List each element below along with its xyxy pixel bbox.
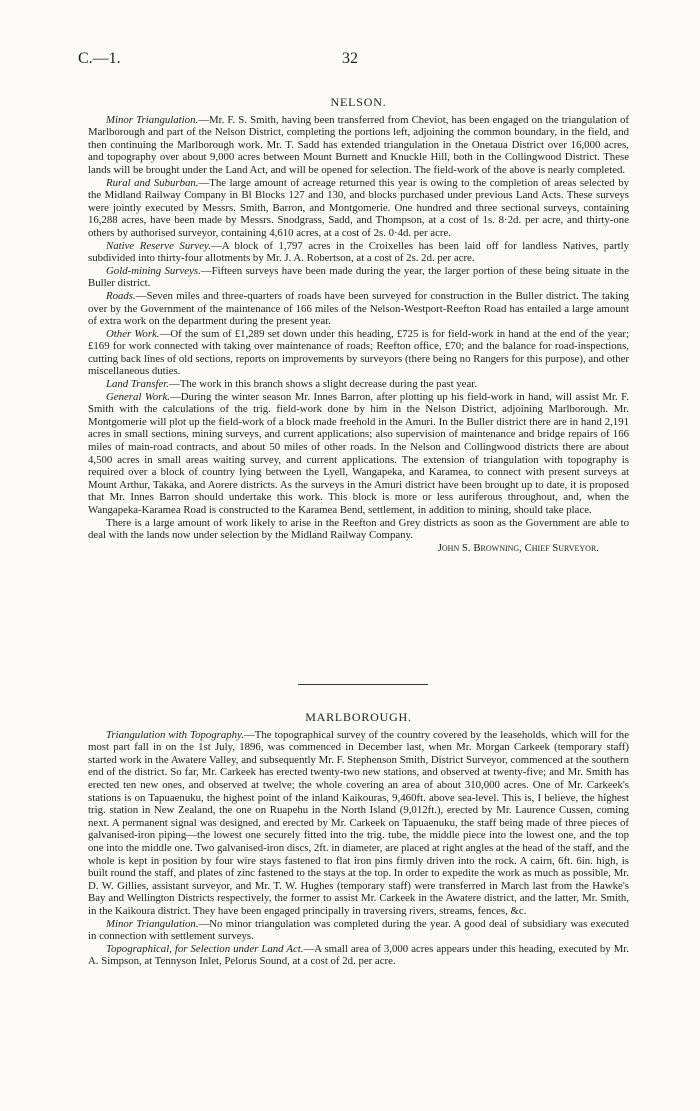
paragraph	[88, 391, 629, 517]
paragraph-text: —During the winter season Mr. Innes Barron, after plotting up his field-work in hand, will assist Mr. F. Smith with the calculations of the trig. field-work done by him in the Nelson District, adjoining Marlborough. Mr. Montgomerie will plot up the field-work of a block made freehold in the Amuri. In the Buller district there are in hand 2,191 acres in small sections, mining surveys, and current applications; also supervision of maintenance and bridge repairs of 166 miles of main-road contracts, and about 50 miles of other roads. In the Nelson and Collingwood districts there are about 4,500 acres in small areas waiting survey, and current applications. The extension of triangulation with topography is required over a block of country lying between the Lyell, Wangapeka, and Karamea, to connect with present surveys at Mount Arthur, Takaka, and Aorere districts. As the surveys in the Amuri district have been brought up to date, it is proposed that Mr. Innes Barron should undertake this work. This block is more or less auriferous throughout, and, when the Wangapeka-Karamea Road is constructed to the Karamea Bend, settlement, in addition to mining, should take place.	[88, 390, 629, 516]
signature: John S. Browning, Chief Surveyor.	[437, 541, 599, 554]
paragraph-text: —The large amount of acreage returned this year is owing to the completion of areas selected by the Midland Railway Company in Bl Blocks 127 and 130, and blocks purchased under previous Land Acts. These surveys were jointly executed by Messrs. Smith, Barron, and Montgomerie. One hundred and three sectional surveys, containing 16,288 acres, have been made by Messrs. Snodgrass, Sadd, and Thompson, at a cost of 1s. 8·2d. per acre, and thirty-one others by authorised surveyor, containing 4,610 acres, at a cost of 2s. 0·4d. per acre.	[88, 176, 629, 239]
paragraph	[88, 240, 629, 265]
paragraph-text: —Fifteen surveys have been made during the year, the larger portion of these being situate in the Buller district.	[88, 264, 629, 290]
paragraph-heading: Topographical, for Selection under Land Act.	[106, 942, 304, 955]
paragraph-heading: Minor Triangulation.	[106, 917, 199, 930]
paragraph-heading: Other Work.	[106, 327, 160, 340]
report-reference: C.—1.	[78, 50, 121, 67]
paragraph-heading: Land Transfer.	[106, 378, 170, 391]
paragraph	[88, 114, 629, 177]
paragraph-text: —No minor triangulation was completed during the year. A good deal of subsidiary was executed in connection with settlement surveys.	[88, 917, 629, 943]
paragraph-text: There is a large amount of work likely to arise in the Reefton and Grey districts as soon as the Government are able to deal with the lands now under selection by the Midland Railway Company.	[88, 516, 629, 542]
paragraph-text: —A small area of 3,000 acres appears under this heading, executed by Mr. A. Simpson, at Tennyson Inlet, Pelorus Sound, at a cost of 2d. per acre.	[88, 942, 630, 968]
paragraph	[88, 918, 629, 943]
paragraph	[88, 943, 629, 968]
section-title: NELSON.	[330, 95, 387, 109]
page-header	[78, 50, 622, 70]
paragraph-text: —A block of 1,797 acres in the Croixelles has been laid off for landless Natives, partly subdivided into thirty-four allotments by Mr. J. A. Robertson, at a cost of 2s. 2d. per acre.	[88, 239, 629, 265]
paragraph-text: —The work in this branch shows a slight decrease during the past year.	[169, 378, 477, 391]
paragraph	[88, 290, 629, 328]
paragraph-text: —Seven miles and three-quarters of roads have been surveyed for construction in the Buller district. The taking over by the Government of the maintenance of 166 miles of the Nelson-Westport-Reefton Road has entailed a large amount of extra work on the department during the present year.	[88, 289, 629, 328]
paragraph-heading: Rural and Suburban.	[106, 176, 199, 189]
paragraph	[88, 177, 629, 240]
page-number: 32	[342, 50, 358, 67]
marlborough-section	[88, 711, 629, 968]
paragraph-heading: Gold-mining Surveys.	[106, 264, 201, 277]
paragraph	[88, 265, 629, 290]
paragraph	[88, 378, 629, 391]
section-divider	[298, 684, 428, 685]
paragraph	[88, 517, 629, 542]
paragraph-heading: Native Reserve Survey.	[106, 239, 211, 252]
paragraph-heading: Roads.	[106, 289, 136, 302]
paragraph-heading: Triangulation with Topography.	[106, 728, 244, 741]
nelson-section	[88, 96, 629, 554]
paragraph-heading: Minor Triangulation.	[106, 113, 199, 126]
paragraph	[88, 328, 629, 378]
paragraph	[88, 729, 629, 918]
paragraph-heading: General Work.	[106, 390, 170, 403]
paragraph-text: —Mr. F. S. Smith, having been transferred from Cheviot, has been engaged on the triangulation of Marlborough and part of the Nelson District, completing the portions left, adjoining the common boundary, in the field, and then continuing the Marlborough work. Mr. T. Sadd has extended triangulation in the Onetaua District over 16,000 acres, and topography over about 9,000 acres between Mount Burnett and Knuckle Hill, both in the Collingwood District. These lands will be brought under the Land Act, and will be opened for selection. The field-work of the above is nearly completed.	[88, 113, 629, 176]
paragraph-text: —Of the sum of £1,289 set down under this heading, £725 is for field-work in hand at the end of the year; £169 for work connected with taking over maintenance of roads; Reefton office, £70; and the balance for road-inspections, cutting back lines of old sections, reports on improvements by surveyors (there being no Rangers for this purpose), and other miscellaneous duties.	[88, 327, 630, 378]
paragraph-text: —The topographical survey of the country covered by the leaseholds, which will for the most part fall in on the 1st July, 1896, was commenced in December last, when Mr. Morgan Carkeek (temporary staff) started work in the Awatere Valley, and subsequently Mr. F. Stephenson Smith, District Surveyor, commenced at the southern end of the district. So far, Mr. Carkeek has erected twenty-two new stations, and observed at twenty-five; and Mr. Smith has erected ten new ones, and observed at twelve; the whole covering an area of about 310,000 acres. One of Mr. Carkeek's stations is on Tapuaenuku, the highest point of the inland Kaikouras, 9,460ft. above sea-level. This is, I believe, the highest trig. station in New Zealand, the one on Ruapehu in the North Island (9,012ft.), erected by Mr. Laurence Cussen, coming next. A permanent signal was designed, and erected by Mr. Carkeek on Tapuaenuku, the staff being made of three pieces of galvanised-iron piping—the lowest one securely fitted into the trig. tube, the middle piece into the lowest one, and the top one into the middle one. Two galvanised-iron discs, 2ft. in diameter, are placed at right angles at the head of the staff, and the whole is kept in position by four wire stays fastened to flat iron pins firmly driven into the rock. A cairn, 6ft. 6in. high, is built round the staff, and plates of zinc fastened to the stays at the top. In order to expedite the work as much as possible, Mr. D. W. Gillies, assistant surveyor, and Mr. T. W. Hughes (temporary staff) were transferred in March last from the Hawke's Bay and Wellington Districts respectively, the former to assist Mr. Carkeek in the Awatere district, and the latter, Mr. Smith, in the Kaikoura district. They have been engaged principally in traversing rivers, streams, fences, &c.	[88, 728, 629, 917]
section-title: MARLBOROUGH.	[305, 710, 412, 724]
